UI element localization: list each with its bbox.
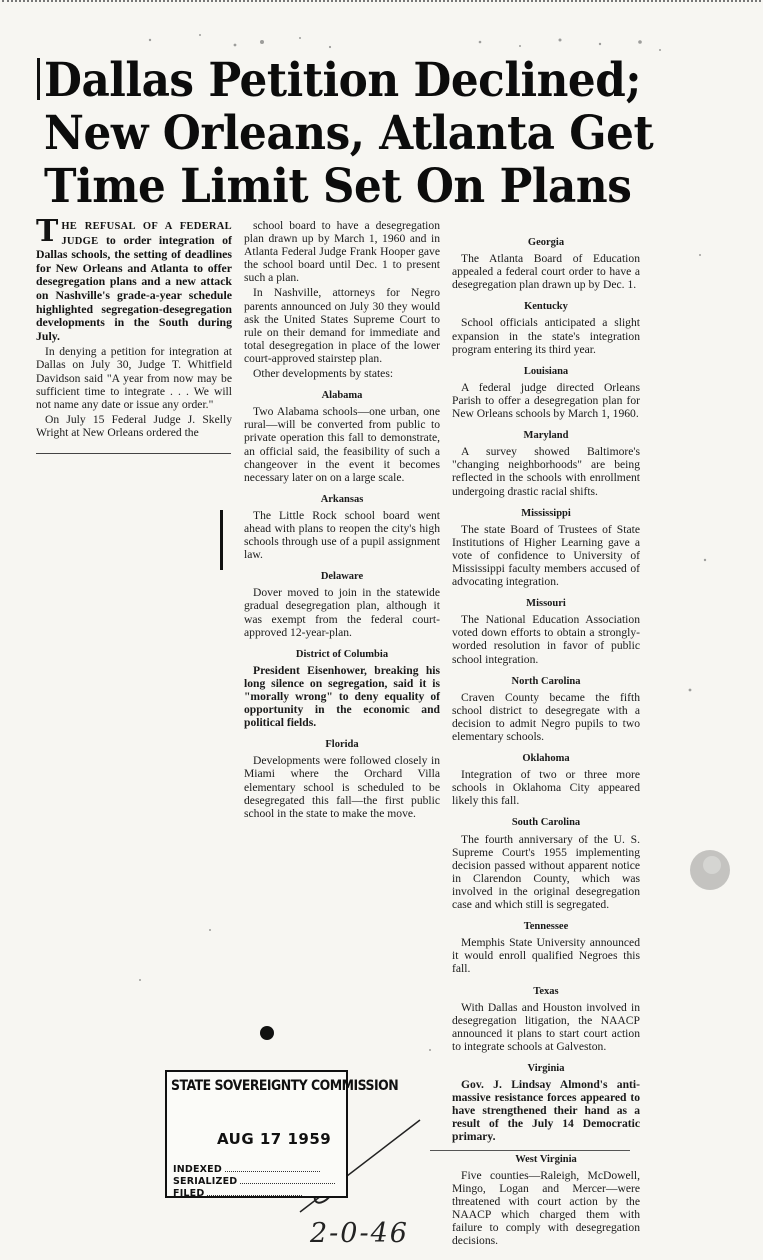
handwritten-document-number: 2-0-46 bbox=[310, 1218, 409, 1249]
state-text: The National Education Association voted down efforts to obtain a strongly-worded resolution in favor of public school integration. bbox=[452, 613, 640, 666]
stamp-filed: FILED bbox=[173, 1188, 205, 1199]
state-text: School officials anticipated a slight expansion in the state's integration program entering its third year. bbox=[452, 316, 640, 356]
headline-line-2: New Orleans, Atlanta Get bbox=[44, 106, 654, 161]
column-3 bbox=[452, 236, 640, 1249]
lead-paragraph-3: On July 15 Federal Judge J. Skelly Wright at New Orleans ordered the bbox=[36, 412, 232, 439]
stamp-serialized: SERIALIZED bbox=[173, 1176, 238, 1187]
state-heading: Virginia bbox=[527, 1062, 565, 1074]
state-text: The Atlanta Board of Education appealed a federal court order to have a desegregation plan drawn up by Dec. 1. bbox=[452, 252, 640, 292]
headline bbox=[44, 53, 654, 214]
stamp-filed-row bbox=[173, 1188, 302, 1199]
state-heading: Kentucky bbox=[524, 301, 568, 313]
punch-hole bbox=[260, 1026, 274, 1040]
headline-rule bbox=[37, 58, 40, 100]
state-heading: Georgia bbox=[527, 237, 565, 248]
state-heading: Arkansas bbox=[320, 493, 364, 505]
lead-kicker: HE REFUSAL OF A FEDERAL JUDGE bbox=[61, 221, 232, 247]
state-heading: Alabama bbox=[321, 390, 363, 402]
state-text: The state Board of Trustees of State Institutions of Higher Learning gave a vote of confidence to University of Mississippi faculty members accused of advocating integration. bbox=[452, 522, 640, 589]
state-heading: West Virginia bbox=[515, 1153, 577, 1165]
stamp-serialized-row bbox=[173, 1176, 335, 1187]
state-text: Two Alabama schools—one urban, one rural—will be converted from public to private operation this fall to demonstrate, an official said, the feasibility of such a changeover in the event it becomes necessary later on on a large scale. bbox=[244, 405, 440, 484]
drop-cap: T bbox=[36, 214, 59, 249]
state-text: A survey showed Baltimore's "changing neighborhoods" are being reflected in the schools with enrollment undergoing drastic racial shifts. bbox=[452, 445, 640, 498]
intro-paragraph-3: Other developments by states: bbox=[253, 367, 394, 381]
lead-paragraph-2: In denying a petition for integration at Dallas on July 30, Judge T. Whitfield Davidson said "A year from now may be sufficient time to integrate . . . We will not name any date or issue any order." bbox=[36, 345, 232, 411]
intro-paragraph-1: school board to have a desegregation plan drawn up by March 1, 1960 and in Atlanta Federal Judge Frank Hooper gave the school board until Dec. 1 to present such a plan. bbox=[244, 219, 440, 285]
state-heading: Florida bbox=[325, 739, 359, 751]
column-rule bbox=[36, 453, 231, 454]
lead-paragraph bbox=[36, 214, 232, 343]
stamp-indexed: INDEXED bbox=[173, 1164, 222, 1175]
column-2 bbox=[244, 219, 440, 822]
state-heading: Tennessee bbox=[523, 921, 569, 933]
state-text: A federal judge directed Orleans Parish to offer a desegregation plan for New Orleans schools by March 1, 1960. bbox=[452, 380, 640, 421]
state-heading: Maryland bbox=[523, 430, 569, 442]
state-heading: North Carolina bbox=[511, 675, 581, 687]
column-1 bbox=[36, 214, 232, 441]
state-text: Integration of two or three more schools in Oklahoma City appeared likely this fall. bbox=[452, 768, 640, 808]
state-heading: Louisiana bbox=[523, 365, 569, 377]
state-heading: Mississippi bbox=[521, 507, 571, 519]
state-heading: South Carolina bbox=[511, 817, 581, 829]
stamp-indexed-row bbox=[173, 1164, 320, 1175]
state-text: The Little Rock school board went ahead with plans to reopen the city's high schools through use of a pupil assignment law. bbox=[244, 508, 440, 562]
state-text: Craven County became the fifth school district to desegregate with a decision to admit Negro pupils to two elementary schools. bbox=[452, 690, 640, 743]
state-text: The fourth anniversary of the U. S. Supreme Court's 1955 implementing decision passed without apparent notice in Clarendon County, which was involved in the original desegregation case and which still is segregated. bbox=[452, 832, 640, 912]
headline-line-3: Time Limit Set On Plans bbox=[44, 159, 632, 214]
state-text: Five counties—Raleigh, McDowell, Mingo, Logan and Mercer—were threatened with court action by the NAACP which charged them with failure to comply with desegregation decisions. bbox=[452, 1168, 640, 1248]
margin-marker bbox=[220, 510, 223, 570]
state-heading: Texas bbox=[533, 985, 559, 997]
stamp-date: AUG 17 1959 bbox=[217, 1130, 332, 1148]
state-heading: Missouri bbox=[526, 598, 566, 610]
state-text: President Eisenhower, breaking his long silence on segregation, said it is "morally wrong" to deny equality of opportunity in the economic and political fields. bbox=[244, 663, 440, 730]
state-text: Gov. J. Lindsay Almond's anti-massive resistance forces appeared to have strengthened their hand as a result of the July 14 Democratic primary. bbox=[452, 1078, 640, 1144]
headline-line-1: Dallas Petition Declined; bbox=[44, 53, 642, 108]
state-text: With Dallas and Houston involved in desegregation litigation, the NAACP announced it plans to start court action to integrate schools at Galveston. bbox=[452, 1000, 640, 1053]
state-text: Developments were followed closely in Miami where the Orchard Villa elementary school is scheduled to be desegregated this fall—the first public school in the state to make the move. bbox=[244, 754, 440, 820]
intro-paragraph-2: In Nashville, attorneys for Negro parents announced on July 30 they would ask the United States Supreme Court to rule on their demand for immediate and total desegregation in place of the lower court-approved stairstep plan. bbox=[244, 286, 440, 365]
stamp-title: STATE SOVEREIGNTY COMMISSION bbox=[171, 1078, 399, 1094]
state-heading: Oklahoma bbox=[522, 753, 570, 765]
lead-body: to order integration of Dallas schools, the setting of deadlines for New Orleans and Atlanta to offer desegregation plans and a new attack on Nashville's grade-a-year schedule highlighted segregation-desegregation developments in the South during July. bbox=[36, 232, 232, 343]
state-text: Dover moved to join in the statewide gradual desegregation plan, although it was exempt from the federal court-approved 12-year-plan. bbox=[244, 586, 440, 639]
end-rule bbox=[430, 1150, 630, 1151]
receipt-stamp bbox=[165, 1070, 399, 1199]
state-text: Memphis State University announced it would enroll qualified Negroes this fall. bbox=[452, 936, 640, 976]
state-heading: District of Columbia bbox=[295, 648, 389, 660]
state-heading: Delaware bbox=[320, 571, 364, 583]
